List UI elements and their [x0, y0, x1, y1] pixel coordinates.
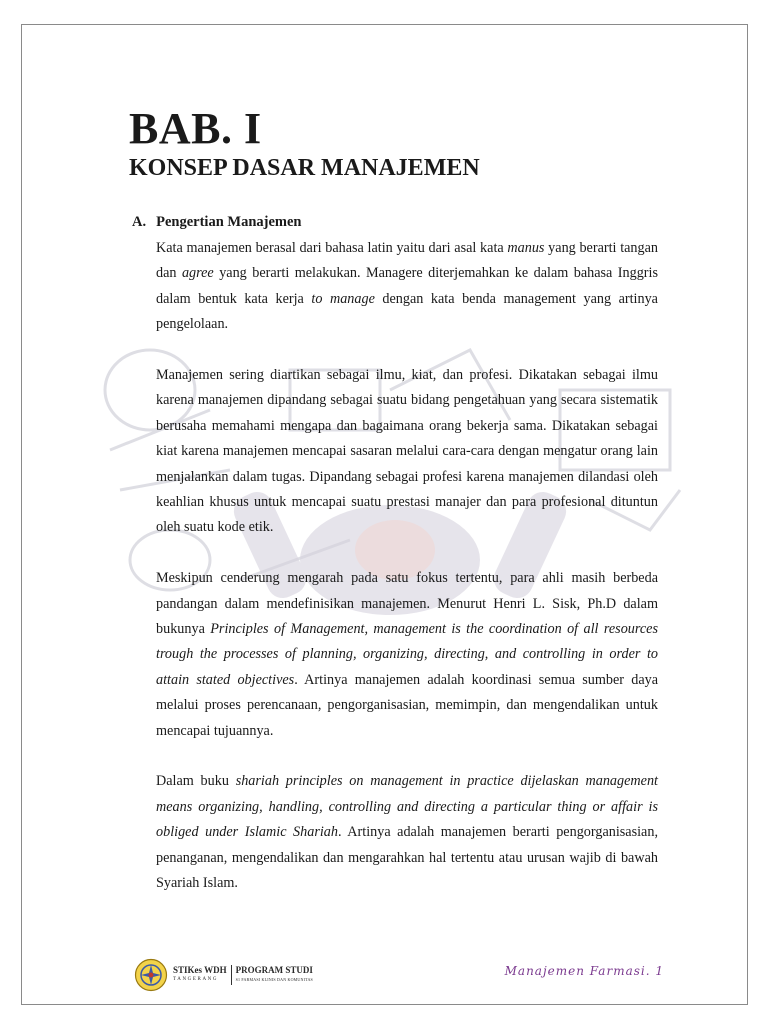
text-segment: Dalam buku — [156, 773, 236, 790]
italic-text: to manage — [311, 290, 375, 307]
text-segment: . Artinya manajemen adalah koordinasi semua sumber daya melalui proses perencanaan, pengorganisasian, memimpin, dan mengendalikan untuk mencapai tujuannya. — [156, 671, 659, 739]
italic-text: shariah principles on management in practice dijelaskan management means organizing, handling, controlling and directing a particular thing or affair is obliged under Islamic Shariah — [156, 773, 658, 841]
logo-program: PROGRAM STUDI — [235, 965, 313, 975]
chapter-number: BAB. I — [129, 104, 262, 153]
paragraph — [156, 769, 658, 896]
text-segment: dengan kata benda management yang artinya pengelolaan. — [156, 290, 658, 333]
paragraph — [156, 566, 658, 744]
text-segment: yang berarti tangan dan — [156, 240, 659, 282]
text-segment: Kata manajemen berasal dari bahasa latin yaitu dari asal kata — [156, 240, 508, 256]
institution-logo — [134, 958, 313, 992]
paragraph — [156, 236, 658, 338]
logo-text — [173, 965, 313, 985]
text-segment: Manajemen sering diartikan sebagai ilmu, kiat, dan profesi. Dikatakan sebagai ilmu karena manajemen dipandang sebagai suatu bidang pengetahuan yang secara sistematik berusaha memahami mengapa dan bagaimana orang bekerja sama. Dikatakan sebagai kiat karena manajemen mencapai sasaran melalui cara-cara dengan mengatur orang lain menjalankan dalam tugas. Dipandang sebagai profesi karena manajemen dilandasi oleh keahlian khusus untuk mencapai suatu prestasi manajer dan para profesional dituntun oleh suatu kode etik. — [156, 367, 658, 536]
section-heading — [132, 214, 301, 231]
logo-divider — [231, 965, 232, 985]
italic-text: agree — [181, 265, 214, 282]
logo-program-sub: S1 FARMASI KLINIS DAN KOMUNITAS — [235, 977, 313, 982]
section-title: Pengertian Manajemen — [156, 214, 302, 230]
chapter-title: KONSEP DASAR MANAJEMEN — [129, 155, 480, 181]
text-segment: . Artinya adalah manajemen berarti pengorganisasian, penanganan, mengendalikan dan mengarahkan hal tertentu atau urusan wajib di bawah Syariah Islam. — [156, 824, 658, 892]
page-footer-label: Manajemen Farmasi. 1 — [504, 964, 664, 978]
paragraph — [156, 363, 658, 541]
section-letter: A. — [132, 214, 147, 230]
logo-city: TANGERANG — [173, 977, 219, 982]
text-segment: Meskipun cenderung mengarah pada satu fokus tertentu, para ahli masih berbeda pandangan dalam mendefinisikan manajemen. Menurut Henri L. Sisk, Ph.D dalam bukunya — [156, 570, 658, 638]
italic-text: Principles of Management, management is the coordination of all resources trough the processes of planning, organizing, directing, and controlling in order to attain stated objectives — [156, 621, 658, 688]
emblem-icon — [134, 958, 168, 992]
body-content — [156, 236, 658, 897]
italic-text: manus — [507, 240, 545, 256]
logo-name: STIKes WDH — [173, 965, 227, 975]
text-segment: yang berarti melakukan. Managere diterjemahkan ke dalam bahasa Inggris dalam bentuk kata kerja — [156, 265, 658, 307]
